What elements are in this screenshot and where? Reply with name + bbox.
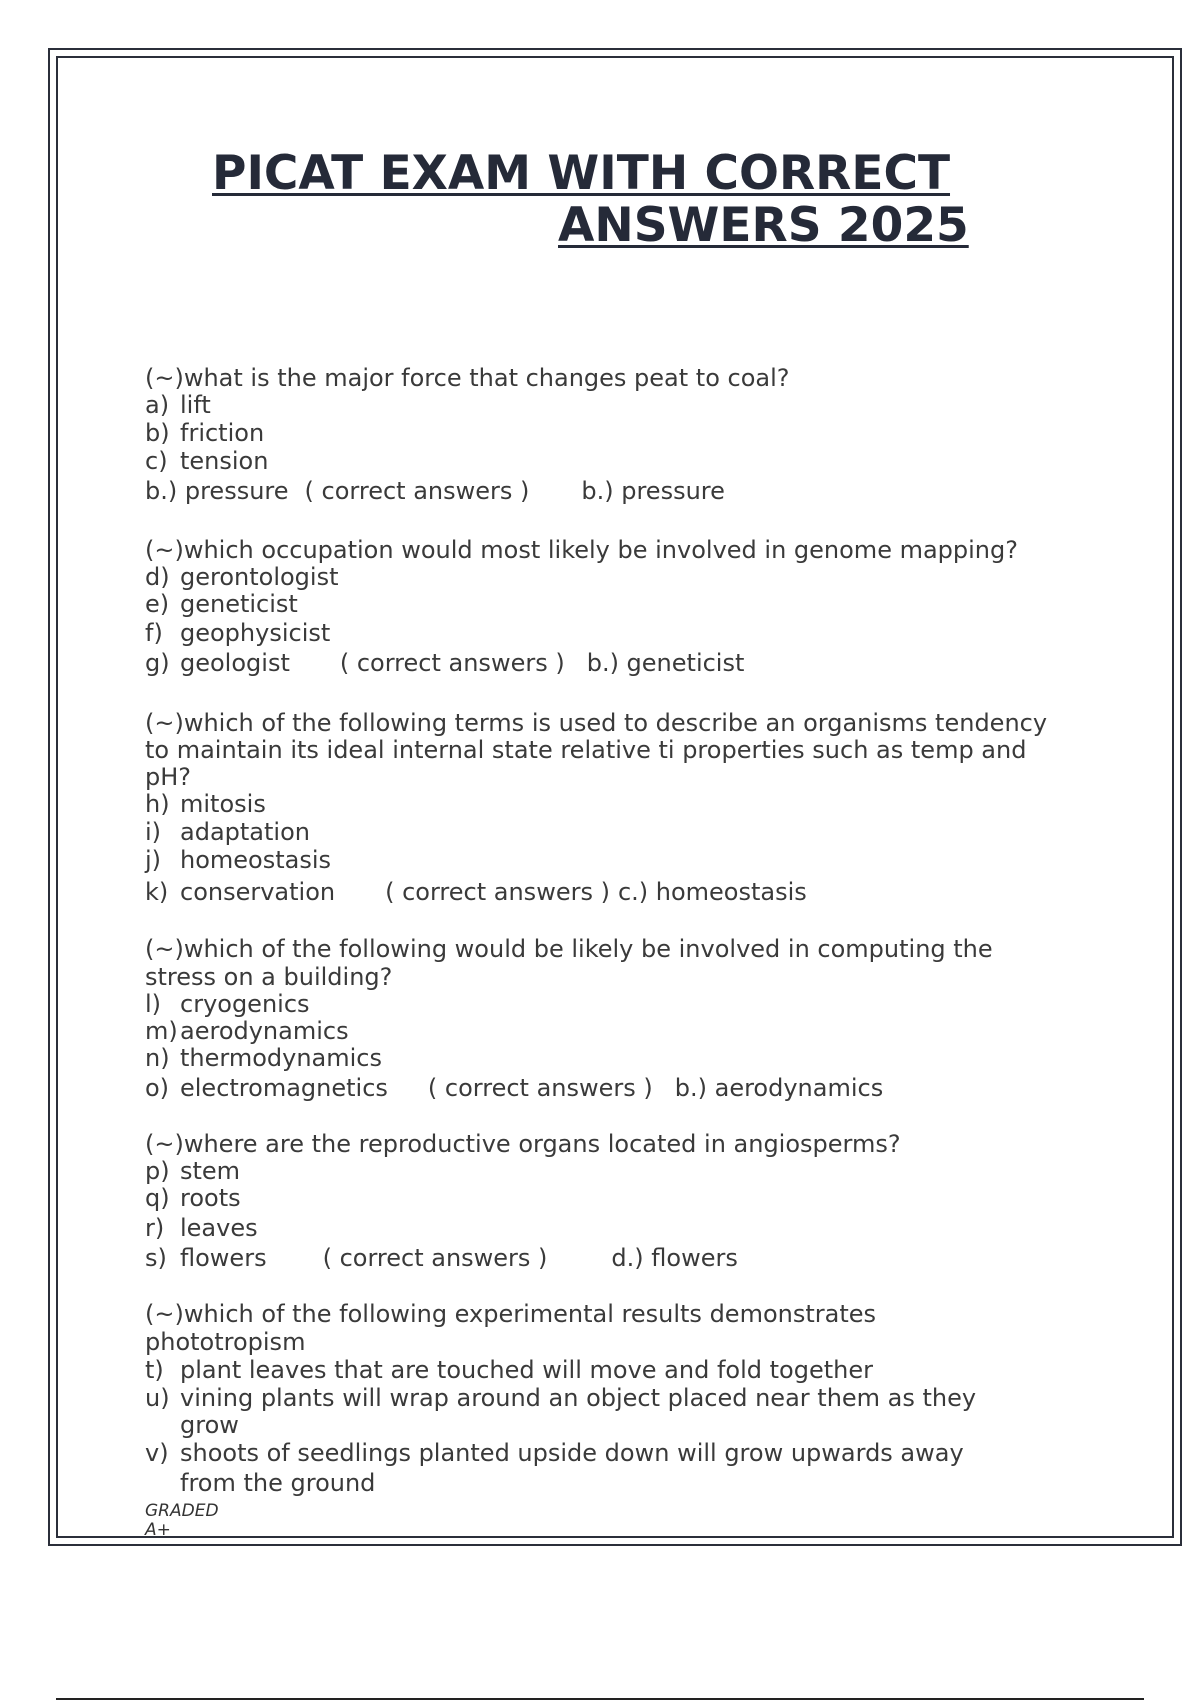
correct-answers-marker: ( correct answers ): [322, 1244, 548, 1272]
option-label: r): [145, 1214, 165, 1242]
question-4-line-2: stress on a building?: [145, 963, 393, 991]
option-d: [145, 563, 339, 591]
option-v-continuation: from the ground: [180, 1469, 376, 1497]
answer-text: d.) flowers: [611, 1244, 738, 1272]
option-text: leaves: [180, 1214, 258, 1242]
option-text: aerodynamics: [180, 1017, 349, 1045]
option-label: i): [145, 818, 162, 846]
option-label: d): [145, 563, 170, 591]
question-5: (~)where are the reproductive organs located in angiosperms?: [145, 1130, 901, 1158]
option-p: [145, 1157, 240, 1185]
option-label: j): [145, 846, 162, 874]
grade-text: A+: [145, 1520, 171, 1540]
answer-text: b.) aerodynamics: [674, 1074, 884, 1102]
option-text: conservation: [180, 878, 336, 906]
answer-line-1: [145, 477, 725, 505]
option-text: friction: [180, 419, 265, 447]
correct-answers-marker: ( correct answers ): [339, 649, 565, 677]
question-3-line-1: (~)which of the following terms is used to describe an organisms tendency: [145, 709, 1048, 737]
option-text: homeostasis: [180, 846, 332, 874]
correct-answers-marker: ( correct answers ): [385, 878, 610, 906]
option-a: [145, 391, 211, 419]
option-f: [145, 619, 330, 647]
option-n: [145, 1044, 382, 1072]
option-text: mitosis: [180, 790, 266, 818]
option-t: [145, 1356, 873, 1384]
option-v: [145, 1439, 964, 1467]
option-label: t): [145, 1356, 164, 1384]
option-label: m): [145, 1017, 178, 1045]
answer-prefix: b.) pressure: [145, 477, 289, 505]
option-label: p): [145, 1157, 170, 1185]
option-label: b): [145, 419, 170, 447]
option-label: o): [145, 1074, 170, 1102]
option-text: thermodynamics: [180, 1044, 382, 1072]
option-label: n): [145, 1044, 170, 1072]
option-text: adaptation: [180, 818, 310, 846]
question-3-line-3: pH?: [145, 763, 192, 791]
graded-watermark: [145, 1502, 219, 1540]
correct-answers-marker: ( correct answers ): [304, 477, 530, 505]
option-label: s): [145, 1244, 167, 1272]
question-2: (~)which occupation would most likely be involved in genome mapping?: [145, 536, 1018, 564]
option-label: a): [145, 391, 170, 419]
option-text: cryogenics: [180, 990, 310, 1018]
question-1: (~)what is the major force that changes peat to coal?: [145, 364, 790, 392]
option-text: vining plants will wrap around an object placed near them as they: [180, 1384, 977, 1412]
title-line-2: ANSWERS 2025: [558, 198, 969, 253]
question-4-line-1: (~)which of the following would be likely be involved in computing the: [145, 935, 993, 963]
option-r: [145, 1214, 258, 1242]
answer-text: b.) geneticist: [586, 649, 745, 677]
question-3-line-2: to maintain its ideal internal state relative ti properties such as temp and: [145, 736, 1027, 764]
option-label: e): [145, 590, 170, 618]
option-e: [145, 590, 298, 618]
option-i: [145, 818, 310, 846]
graded-text: GRADED: [145, 1501, 219, 1521]
option-label: l): [145, 990, 162, 1018]
option-text: electromagnetics: [180, 1074, 388, 1102]
option-u: [145, 1384, 976, 1412]
option-text: flowers: [180, 1244, 267, 1272]
title-line-1: PICAT EXAM WITH CORRECT: [212, 146, 951, 201]
option-label: g): [145, 649, 170, 677]
question-6-line-2: phototropism: [145, 1328, 306, 1356]
option-k: [145, 878, 807, 906]
option-label: u): [145, 1384, 170, 1412]
option-b: [145, 419, 264, 447]
option-text: geologist: [180, 649, 290, 677]
option-q: [145, 1184, 241, 1212]
option-s: [145, 1244, 738, 1272]
option-text: shoots of seedlings planted upside down will grow upwards away: [180, 1439, 964, 1467]
option-label: q): [145, 1184, 170, 1212]
option-text: geneticist: [180, 590, 298, 618]
option-text: lift: [180, 391, 211, 419]
option-text: roots: [180, 1184, 241, 1212]
option-o: [145, 1074, 883, 1102]
option-text: stem: [180, 1157, 241, 1185]
option-label: k): [145, 878, 169, 906]
option-l: [145, 990, 310, 1018]
option-text: gerontologist: [180, 563, 339, 591]
option-u-continuation: grow: [180, 1411, 239, 1439]
option-text: tension: [180, 447, 269, 475]
option-text: plant leaves that are touched will move and fold together: [180, 1356, 873, 1384]
option-label: f): [145, 619, 163, 647]
option-label: v): [145, 1439, 169, 1467]
correct-answers-marker: ( correct answers ): [427, 1074, 653, 1102]
option-text: geophysicist: [180, 619, 331, 647]
option-c: [145, 447, 268, 475]
option-label: h): [145, 790, 170, 818]
option-m: [145, 1017, 349, 1045]
option-g: [145, 649, 744, 677]
option-label: c): [145, 447, 168, 475]
answer-text: b.) pressure: [581, 477, 725, 505]
question-6-line-1: (~)which of the following experimental results demonstrates: [145, 1300, 877, 1328]
answer-text: c.) homeostasis: [617, 878, 807, 906]
option-j: [145, 846, 331, 874]
option-h: [145, 790, 266, 818]
